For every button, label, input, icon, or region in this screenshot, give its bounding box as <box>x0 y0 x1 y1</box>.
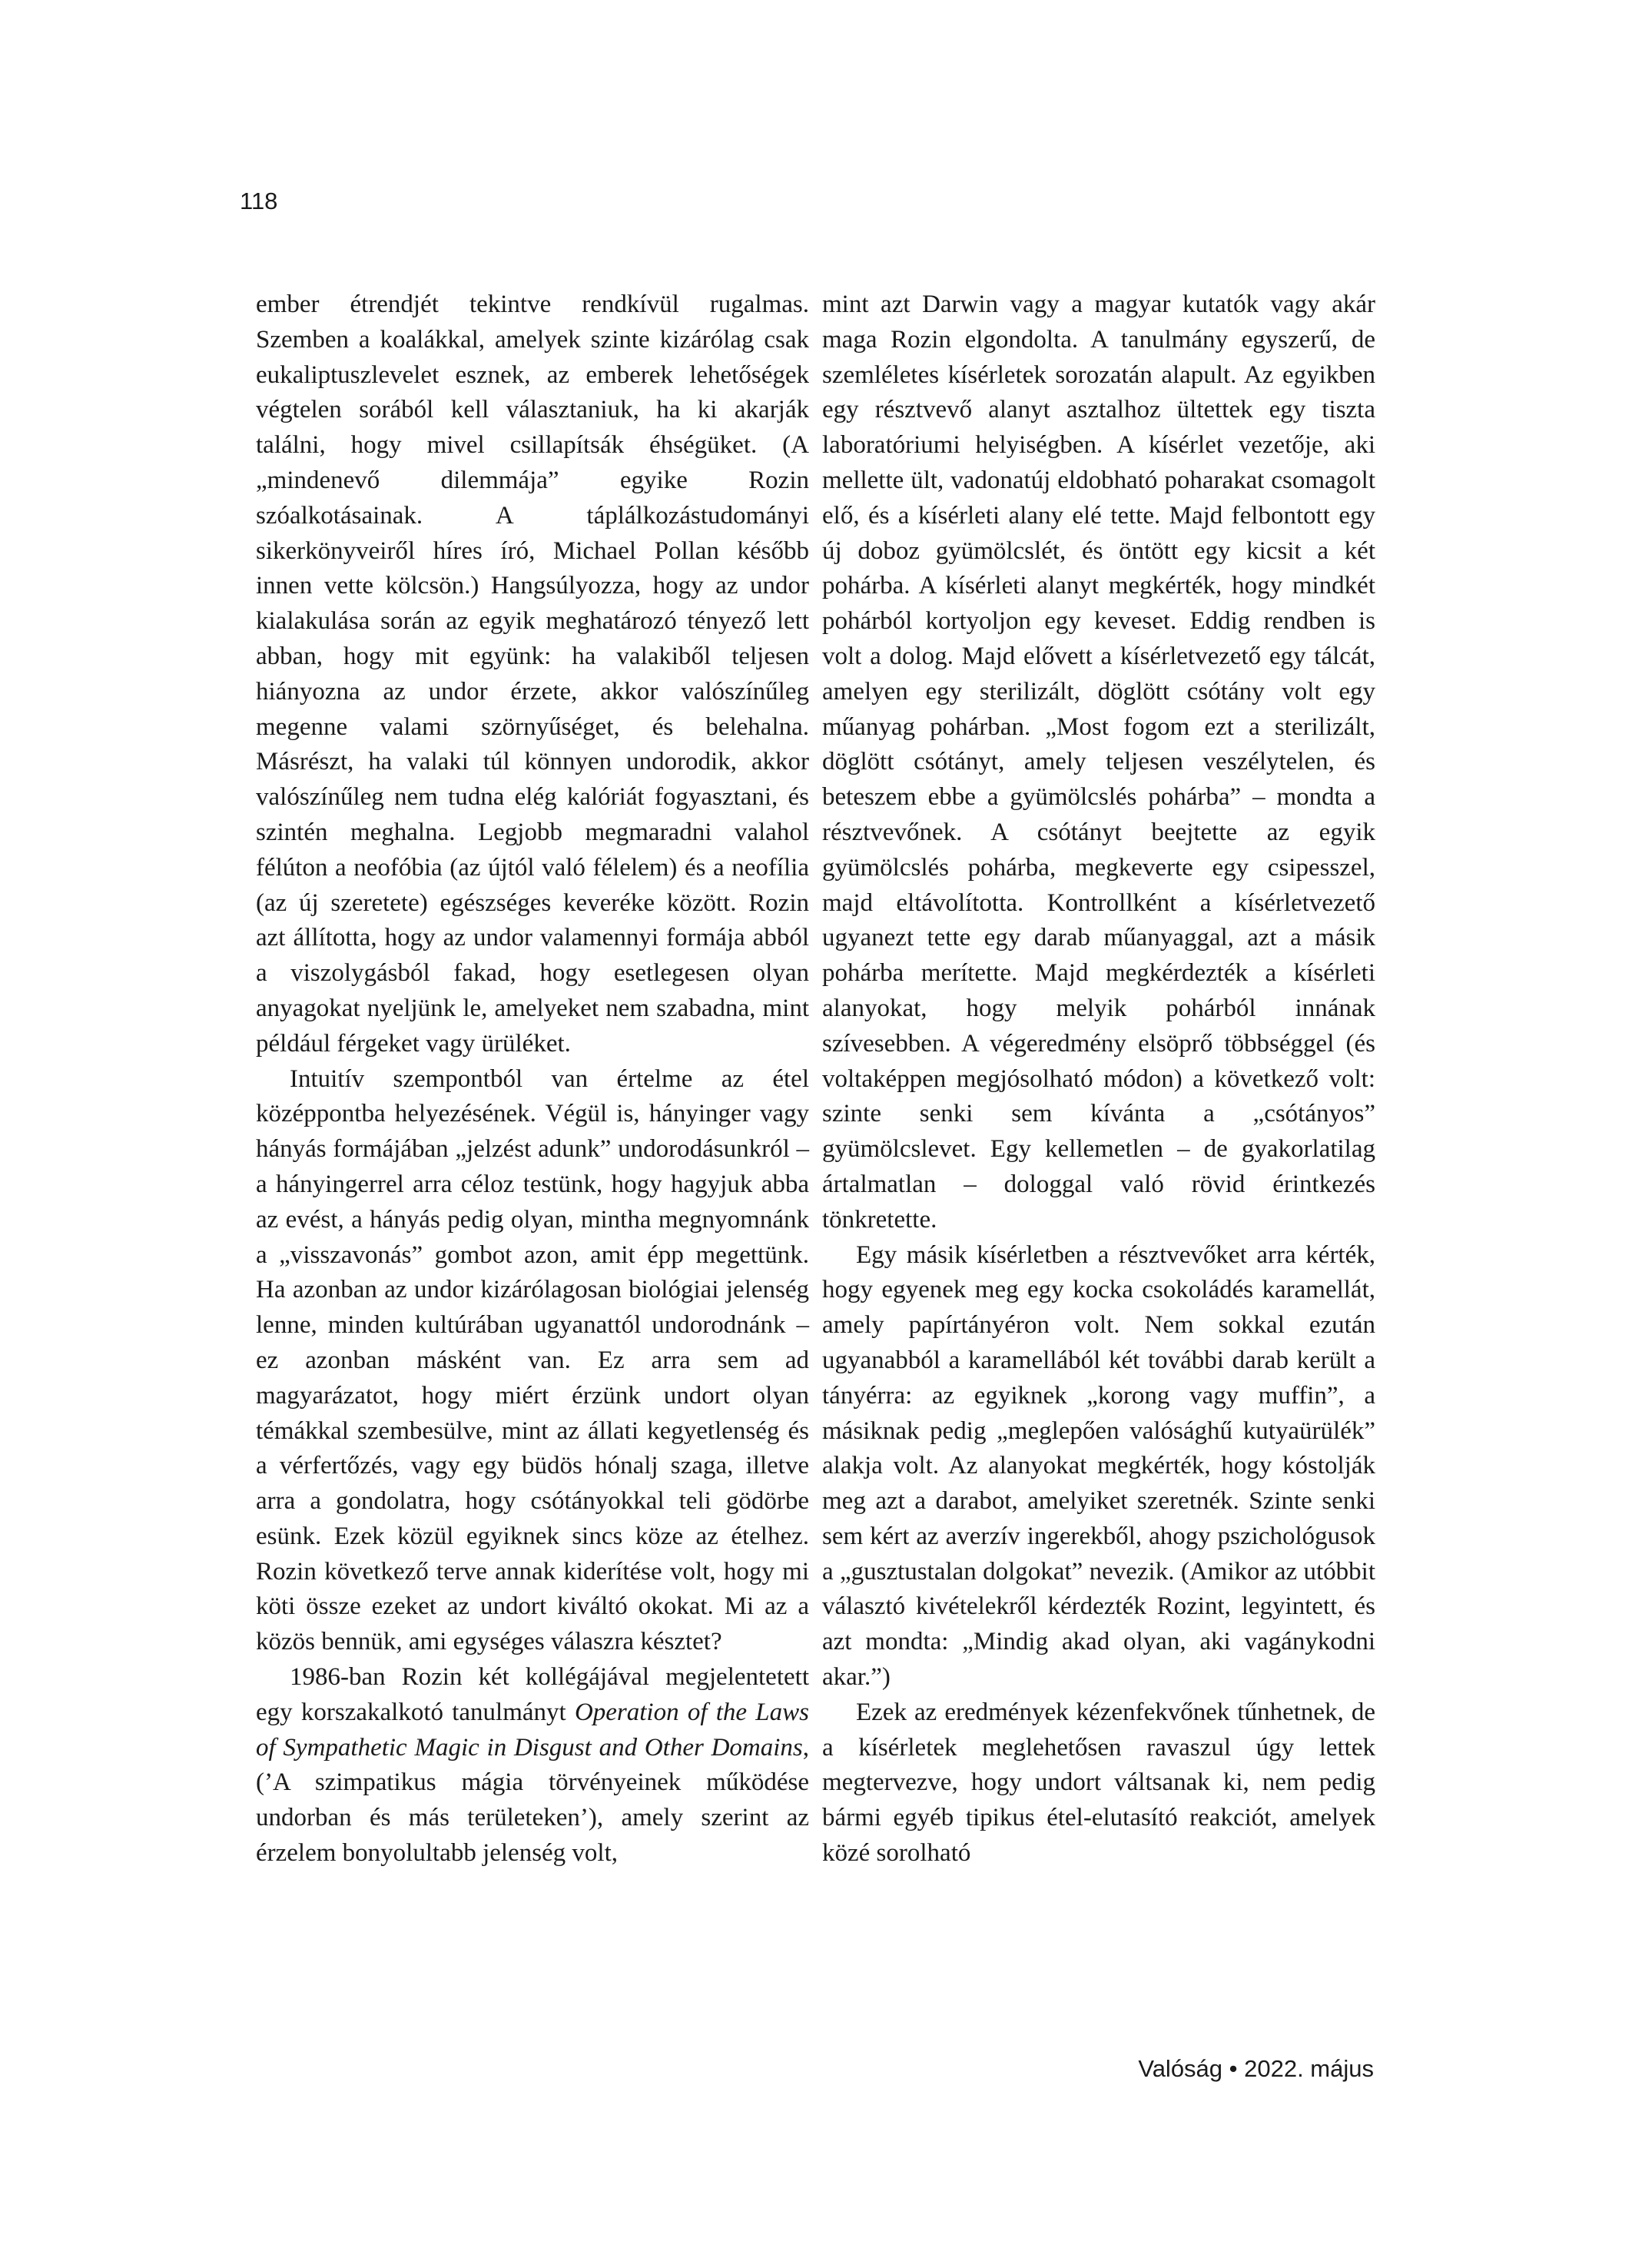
page-number: 118 <box>240 188 278 214</box>
paragraph: Ezek az eredmények kézenfekvőnek tűnhetnek, de a kísérletek meglehetősen ravaszul úgy lettek megtervezve, hogy undort váltsanak ki, nem pedig bármi egyéb tipikus étel-elutasító reakciót, amelyek közé sorolható <box>822 1698 1375 1868</box>
paragraph: mint azt Darwin vagy a magyar kutatók vagy akár maga Rozin elgondolta. A tanulmány egyszerű, de szemléletes kísérletek sorozatán alapult. Az egyikben egy résztvevő alanyt asztalhoz ültettek egy tiszta laboratóriumi helyiségben. A kísérlet vezetője, aki mellette ült, vadonatúj eldobható poharakat csomagolt elő, és a kísérleti alany elé tette. Majd felbontott egy új doboz gyümölcslét, és öntött egy kicsit a két pohárba. A kísérleti alanyt megkérték, hogy mindkét pohárból kortyoljon egy keveset. Eddig rendben is volt a dolog. Majd elővett a kísérletvezető egy tálcát, amelyen egy sterilizált, döglött csótány volt egy műanyag pohárban. „Most fogom ezt a sterilizált, döglött csótányt, amely teljesen veszélytelen, és beteszem ebbe a gyümölcslés pohárba” – mondta a résztvevőnek. A csótányt beejtette az egyik gyümölcslés pohárba, megkeverte egy csipesszel, majd eltávolította. Kontrollként a kísérletvezető ugyanezt tette egy darab műanyaggal, azt a másik pohárba merítette. Majd megkérdezték a kísérleti alanyokat, hogy melyik pohárból innának szívesebben. A végeredmény elsöprő többséggel (és voltaképpen megjósolható módon) a következő volt: szinte senki sem kívánta a „csótányos” gyümölcslevet. Egy kellemetlen – de gyakorlatilag ártalmatlan – dologgal való rövid érintkezés tönkretette. <box>822 291 1375 1234</box>
study-title: Operation of the Laws of Sympathetic Magic in Disgust and Other Domains <box>256 1698 809 1762</box>
paragraph: Egy másik kísérletben a résztvevőket arra kérték, hogy egyenek meg egy kocka csokoládés karamellát, amely papírtányéron volt. Nem sokkal ezután ugyanabból a karamellából két további darab került a tányérra: az egyiknek „korong vagy muffin”, a másiknak pedig „meglepően valósághű kutyaürülék” alakja volt. Az alanyokat megkérték, hogy kóstolják meg azt a darabot, amelyiket szeretnék. Szinte senki sem kért az averzív ingerekből, ahogy pszichológusok a „gusztustalan dolgokat” nevezik. (Amikor az utóbbit választó kivételekről kérdezték Rozint, legyintett, és azt mondta: „Mindig akad olyan, aki vagánykodni akar.”) <box>822 1240 1375 1692</box>
footer-publication: Valóság • 2022. május <box>1138 2055 1374 2082</box>
paragraph-citation <box>256 1660 809 1871</box>
paragraph: ember étrendjét tekintve rendkívül rugalmas. Szemben a koalákkal, amelyek szinte kizárólag csak eukaliptuszlevelet esznek, az emberek lehetőségek végtelen sorából kell választaniuk, ha ki akarják találni, hogy mivel csillapítsák éhségüket. (A „mindenevő dilemmája” egyike Rozin szóalkotásainak. A táplálkozástudományi sikerkönyveiről híres író, Michael Pollan később innen vette kölcsön.) Hangsúlyozza, hogy az undor kialakulása során az egyik meghatározó tényező lett abban, hogy mit együnk: ha valakiből teljesen hiányozna az undor érzete, akkor valószínűleg megenne valami szörnyűséget, és belehalna. Másrészt, ha valaki túl könnyen undorodik, akkor valószínűleg nem tudna elég kalóriát fogyasztani, és szintén meghalna. Legjobb megmaradni valahol félúton a neofóbia (az újtól való félelem) és a neofília (az új szeretete) egészséges keveréke között. Rozin azt állította, hogy az undor valamennyi formája abból a viszolygásból fakad, hogy esetlegesen olyan anyagokat nyeljünk le, amelyeket nem szabadna, mint például férgeket vagy ürüléket. <box>256 291 809 1058</box>
left-column <box>256 287 809 1871</box>
paragraph-text: , (’A szimpatikus mágia törvényeinek működése undorban és más területeken’), amely szerint az érzelem bonyolultabb jelenség volt, <box>256 1733 809 1868</box>
paragraph-text: 1986-ban Rozin két kollégájával megjelentetett egy korszakalkotó tanulmányt <box>256 1663 809 1726</box>
right-column <box>822 287 1375 1871</box>
paragraph: Intuitív szempontból van értelme az étel középpontba helyezésének. Végül is, hányinger vagy hányás formájában „jelzést adunk” undorodásunkról – a hányingerrel arra céloz testünk, hogy hagyjuk abba az evést, a hányás pedig olyan, mintha megnyomnánk a „visszavonás” gombot azon, amit épp megettünk. Ha azonban az undor kizárólagosan biológiai jelenség lenne, minden kultúrában ugyanattól undorodnánk – ez azonban másként van. Ez arra sem ad magyarázatot, hogy miért érzünk undort olyan témákkal szembesülve, mint az állati kegyetlenség és a vérfertőzés, vagy egy büdös hónalj szaga, illetve arra a gondolatra, hogy csótányokkal teli gödörbe esünk. Ezek közül egyiknek sincs köze az ételhez. Rozin következő terve annak kiderítése volt, hogy mi köti össze ezeket az undort kiváltó okokat. Mi az a közös bennük, ami egységes válaszra késztet? <box>256 1064 809 1656</box>
